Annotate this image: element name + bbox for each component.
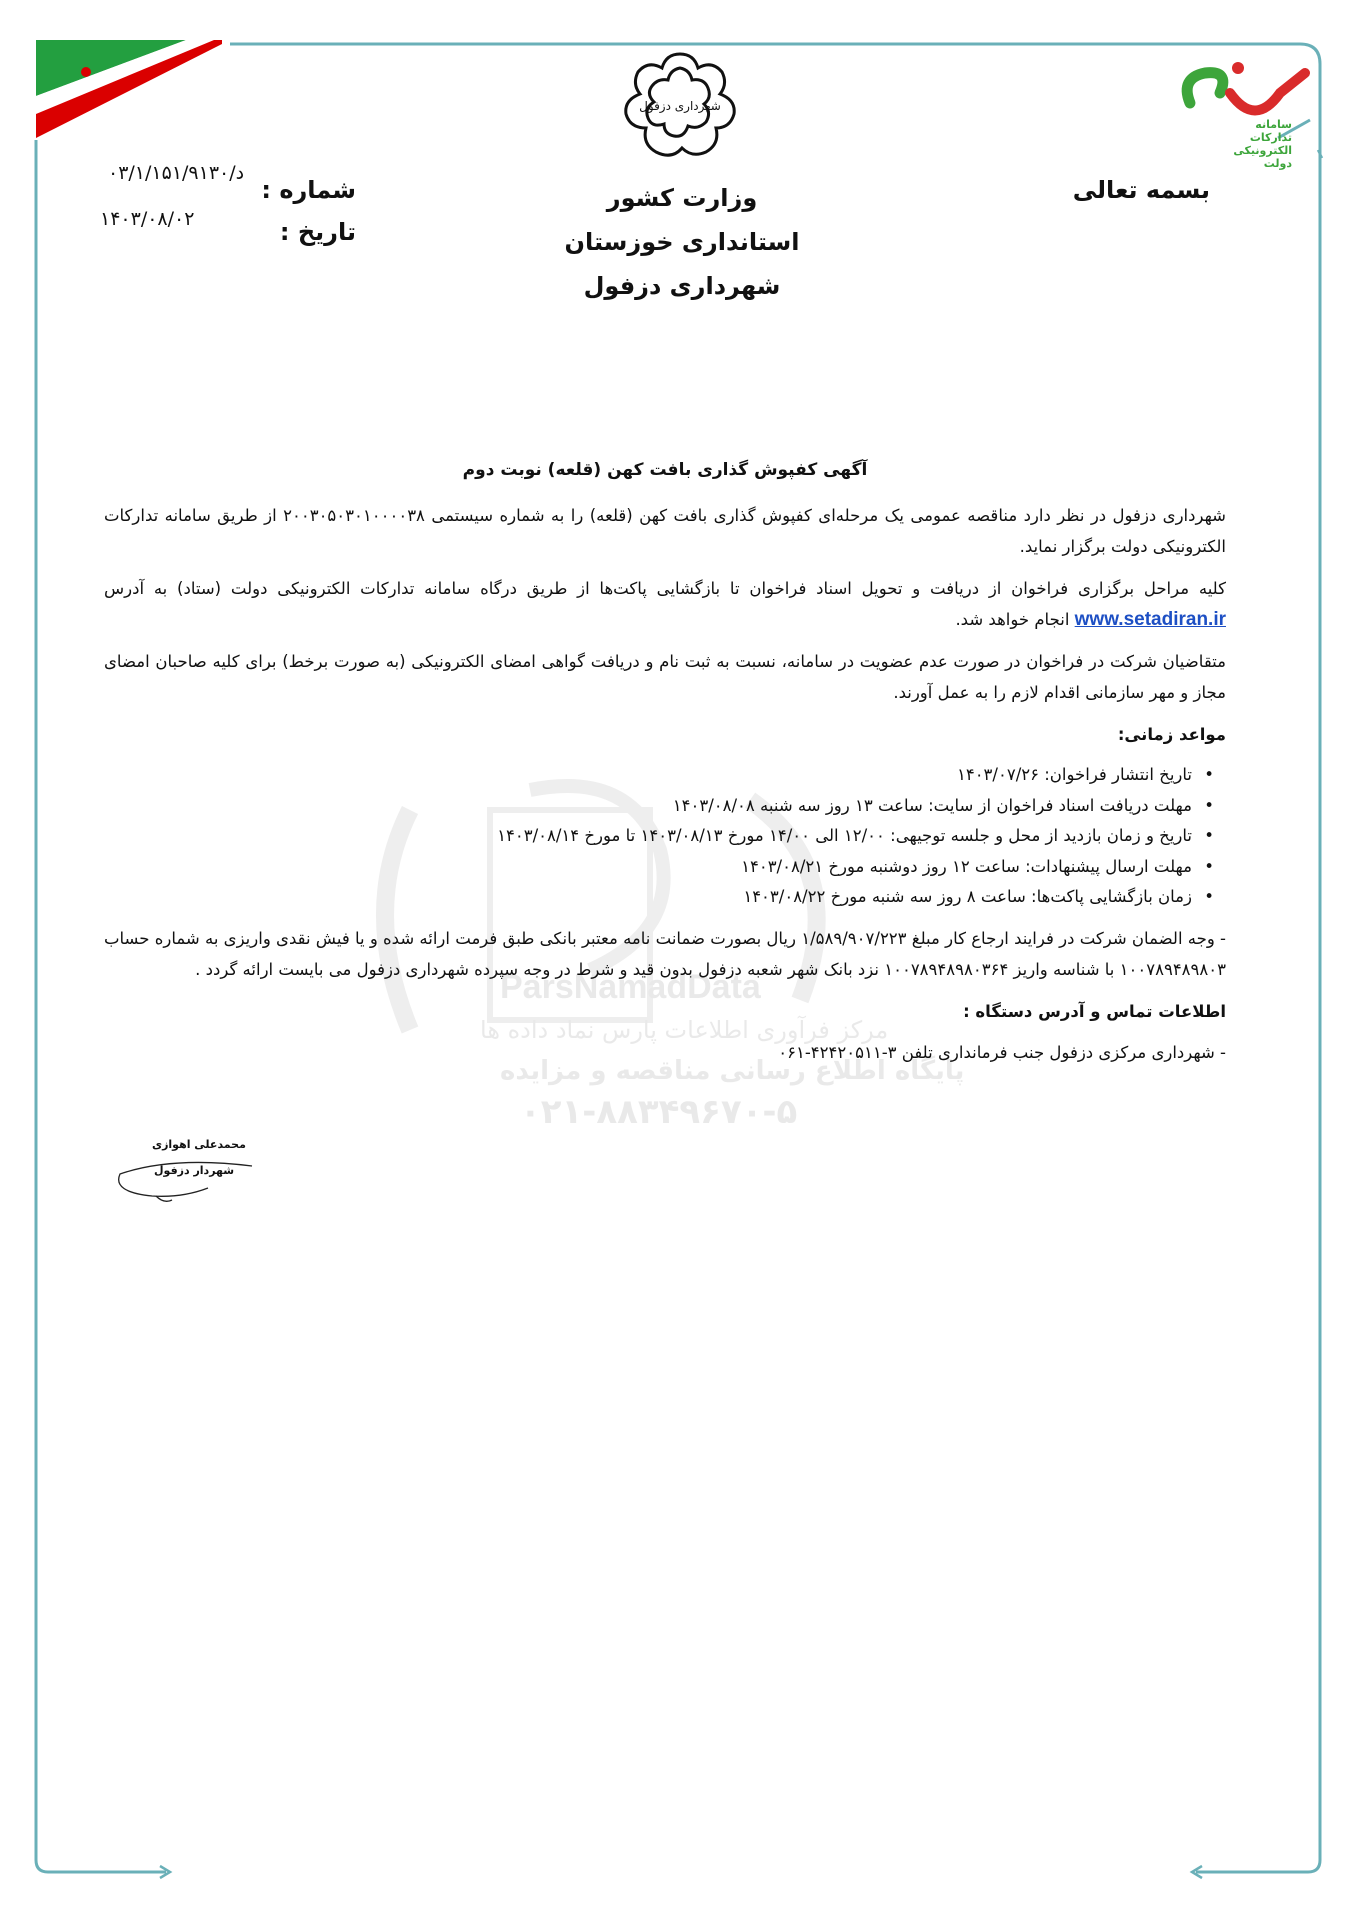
- setadiran-link[interactable]: www.setadiran.ir: [1074, 609, 1226, 630]
- letter-date: ۱۴۰۳/۰۸/۰۲: [100, 208, 195, 230]
- notice-title: آگهی کفپوش گذاری بافت کهن (قلعه) نوبت دوم: [462, 460, 868, 480]
- logo-text-line: سامانه: [1255, 118, 1292, 131]
- watermark-line1: مرکز فرآوری اطلاعات پارس نماد داده ها: [480, 1016, 889, 1044]
- org-ministry: وزارت کشور: [606, 184, 758, 212]
- watermark-phone: ۰۲۱-۸۸۳۴۹۶۷۰-۵: [520, 1092, 798, 1132]
- notice-body: [104, 455, 1226, 1079]
- setad-logo: [1160, 48, 1320, 183]
- watermark-line2: پایگاه اطلاع رسانی مناقصه و مزایده: [500, 1056, 965, 1086]
- org-municipality: شهرداری دزفول: [583, 272, 781, 300]
- schedule-item: • مهلت ارسال پیشنهادات: ساعت ۱۲ روز دوشنبه مورخ ۱۴۰۳/۰۸/۲۱: [104, 852, 1192, 883]
- signature-role: شهردار دزفول: [154, 1164, 235, 1177]
- paragraph-2-text: کلیه مراحل برگزاری فراخوان از دریافت و تحویل اسناد فراخوان تا بازگشایی پاکت‌ها از طریق درگاه سامانه تدارکات الکترونیکی دولت (ستاد) به آدرس: [104, 579, 1226, 598]
- letter-number: ۰۳/۱/۱۵۱/۹۱۳۰/د: [108, 162, 245, 184]
- notice-paragraph-1: شهرداری دزفول در نظر دارد مناقصه عمومی یک مرحله‌ای کفپوش گذاری بافت کهن (قلعه) را به شماره سیستمی ۲۰۰۳۰۵۰۳۰۱۰۰۰۰۳۸ از طریق سامانه تدارکات الکترونیکی دولت برگزار نماید.: [104, 506, 1227, 556]
- schedule-item: • مهلت دریافت اسناد فراخوان از سایت: ساعت ۱۳ روز سه شنبه ۱۴۰۳/۰۸/۰۸: [104, 791, 1192, 822]
- schedule-heading: مواعد زمانی:: [1117, 725, 1226, 744]
- schedule-item: • زمان بازگشایی پاکت‌ها: ساعت ۸ روز سه شنبه مورخ ۱۴۰۳/۰۸/۲۲: [104, 882, 1192, 913]
- logo-text-line: الکترونیکی: [1233, 144, 1292, 157]
- org-title-block: [482, 176, 882, 308]
- signature-scribble-icon: [112, 1134, 262, 1214]
- guarantee-paragraph: - وجه الضمان شرکت در فرایند ارجاع کار مبلغ ۱/۵۸۹/۹۰۷/۲۲۳ ریال بصورت ضمانت نامه معتبر بانکی طبق فرمت ارائه شده و یا فیش نقدی واریزی به شماره حساب ۱۰۰۷۸۹۴۸۹۸۰۳ با شناسه واریز ۱۰۰۷۸۹۴۸۹۸۰۳۶۴ نزد بانک شهر شعبه دزفول بدون قید و شرط در وجه سپرده شهرداری دزفول می بایست ارائه گردد .: [104, 928, 1226, 979]
- municipality-emblem-icon: [612, 48, 748, 166]
- signature-name: محمدعلی اهوازی: [152, 1138, 246, 1151]
- paragraph-2-end: انجام خواهد شد.: [955, 610, 1070, 629]
- notice-paragraph-2: [104, 573, 1226, 635]
- date-label: تاریخ :: [279, 218, 356, 246]
- schedule-list: [104, 760, 1226, 913]
- contact-paragraph: - شهرداری مرکزی دزفول جنب فرمانداری تلفن ۳-۴۲۴۲۰۵۱۱-۰۶۱: [778, 1042, 1226, 1062]
- watermark-brand: ParsNamadData: [500, 968, 761, 1006]
- org-governorate: استانداری خوزستان: [564, 228, 800, 256]
- logo-text-line: دولت: [1263, 157, 1292, 170]
- invocation-text: بسمه تعالی: [1072, 176, 1210, 204]
- schedule-item: • تاریخ و زمان بازدید از محل و جلسه توجیهی: ۱۲/۰۰ الی ۱۴/۰۰ مورخ ۱۴۰۳/۰۸/۱۳ تا مورخ ۱۴۰۳/۰۸/۱۴: [104, 821, 1192, 852]
- logo-text-line: تدارکات: [1249, 131, 1292, 144]
- schedule-item: • تاریخ انتشار فراخوان: ۱۴۰۳/۰۷/۲۶: [104, 760, 1192, 791]
- signature-block: [112, 1134, 262, 1214]
- emblem-text: شهرداری دزفول: [639, 99, 721, 113]
- notice-paragraph-3: متقاضیان شرکت در فراخوان در صورت عدم عضویت در سامانه، نسبت به ثبت نام و دریافت گواهی امضای الکترونیکی (به صورت برخط) برای کلیه صاحبان امضای مجاز و مهر سازمانی اقدام لازم را به عمل آورند.: [104, 652, 1226, 702]
- flag-corner-icon: [36, 40, 222, 138]
- contact-heading: اطلاعات تماس و آدرس دستگاه :: [963, 1001, 1226, 1021]
- number-label: شماره :: [261, 176, 356, 204]
